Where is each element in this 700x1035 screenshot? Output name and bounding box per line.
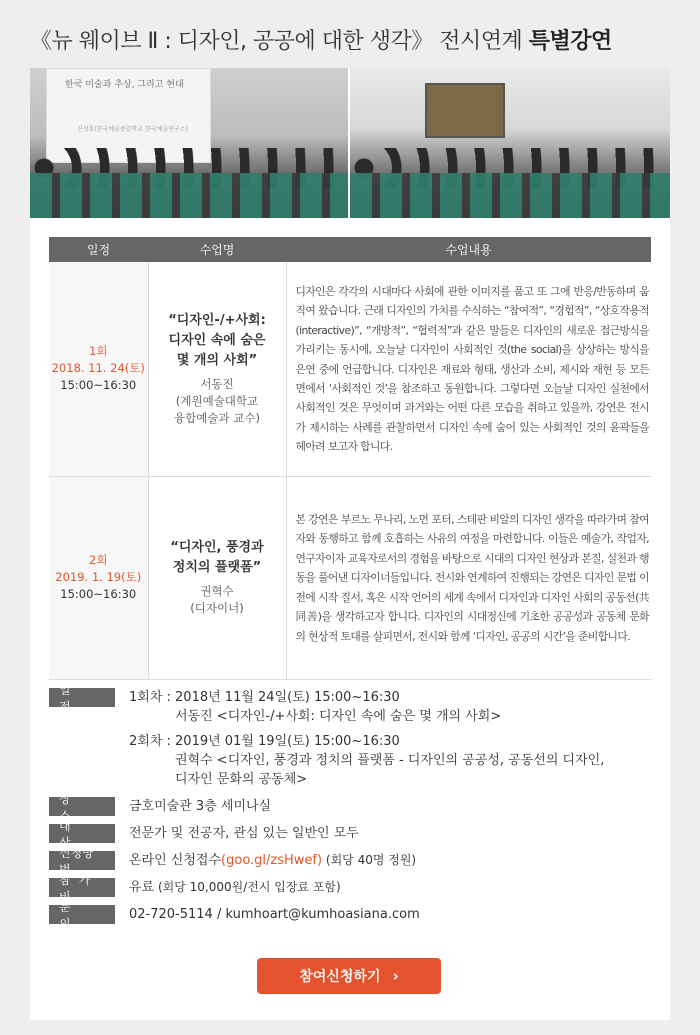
- info-fee: [49, 872, 651, 904]
- header-content: 수업내용: [286, 237, 651, 262]
- schedule-line-1: 1회차 : 2018년 11월 24일(토) 15:00~16:30: [129, 690, 400, 705]
- session-time: 15:00~16:30: [60, 378, 137, 393]
- lecturer-affiliation: (계원예술대학교 융합예술과 교수): [174, 393, 260, 425]
- fee-label: [49, 872, 115, 904]
- info-target: [49, 818, 651, 850]
- label-text: 일정: [59, 682, 93, 714]
- chevron-right-icon: ›: [392, 967, 399, 985]
- info-schedule: [49, 682, 651, 789]
- label-text: 대상: [59, 818, 93, 850]
- fee-value: [129, 878, 341, 897]
- course-cell: [148, 262, 286, 476]
- lecture-photo-2: [350, 68, 670, 218]
- course-description: 본 강연은 부르노 무나리, 노먼 포터, 스테판 비알의 디자인 생각을 따라가며 참여자와 동행하고 함께 호흡하는 사유의 여정을 마련합니다. 이들은 예술가, 작업자, 연구자이자 교육자로서의 경험을 바탕으로 시대의 디자인 현상과 본질, 실천과 행동을 풀어낸 디자이너들입니다. 전시와 연계하여 진행되는 강연은 디자인 문법 이전에 시작 질서, 혹은 시작 언어의 세계 속에서 디자인과 디자인 사회의 공동선(共同善)을 생각하고자 합니다. 디자인의 시대정신에 기초한 공공성과 공동체 문화의 현상적 토대를 살피면서, 전시와 함께 ‘디자인, 공공의 시간’을 준비합니다.: [286, 476, 651, 679]
- info-contact: [49, 899, 651, 931]
- schedule-line-2c: 디자인 문화의 공동체>: [175, 772, 308, 787]
- label-text: 신청방법: [59, 845, 94, 877]
- lecturer-name: 서동진: [200, 376, 234, 391]
- apply-label: [49, 845, 115, 877]
- course-title: “디자인-/+사회: 디자인 속에 숨은 몇 개의 사회”: [168, 312, 266, 368]
- title-bold: 특별강연: [528, 29, 612, 54]
- session-number: 1회: [89, 344, 108, 359]
- slide-subtitle: 신정훈(한국예술종합학교 한국예술연구소): [77, 126, 188, 133]
- apply-prefix: 온라인 신청접수: [129, 853, 222, 868]
- session-date-cell: [49, 476, 148, 679]
- target-value: 전문가 및 전공자, 관심 있는 일반인 모두: [129, 826, 359, 841]
- schedule-line-2: 2회차 : 2019년 01월 19일(토) 15:00~16:30: [129, 734, 400, 749]
- apply-button-label: 참여신청하기: [299, 969, 381, 985]
- session-time: 15:00~16:30: [60, 587, 137, 601]
- photo-strip: [30, 68, 670, 218]
- lecturer-affiliation: (디자이너): [190, 601, 244, 615]
- place-value: 금호미술관 3층 세미나실: [129, 799, 272, 814]
- schedule-value: [129, 688, 604, 789]
- title-main: 《뉴 웨이브 Ⅱ : 디자인, 공공에 대한 생각》 전시연계: [30, 29, 523, 54]
- fee-main: 유료: [129, 880, 155, 895]
- session-number: 2회: [89, 553, 108, 567]
- page-title: [0, 0, 700, 68]
- place-label: [49, 791, 115, 823]
- chairs: [30, 173, 348, 218]
- info-place: [49, 791, 651, 823]
- event-card: [30, 68, 670, 1020]
- header-course: 수업명: [148, 237, 286, 262]
- label-text: 장소: [59, 791, 93, 823]
- session-date: 2019. 1. 19(토): [55, 570, 142, 584]
- lecture-photo-1: [30, 68, 348, 218]
- apply-button[interactable]: [257, 958, 441, 994]
- apply-suffix: (회당 40명 정원): [322, 853, 417, 867]
- contact-label: [49, 899, 115, 931]
- course-description: 디자인은 각각의 시대마다 사회에 관한 이미지를 품고 또 그에 반응/반동하며 움직여 왔습니다. 근래 디자인의 가치를 수식하는 “참여적”, “경험적”, “상호작용적(interactive)”, “개방적”, “협력적”과 같은 말들은 디자인의 새로운 접근방식을 가리키는 동시에, 오늘날 디자인이 사회적인 것(the social)을 상상하는 방식을 은연 중에 언급합니다. 디자인은 재료와 형태, 생산과 소비, 제시와 재현 등 모든 면에서 ‘사회적인 것’을 참조하고 동원합니다. 그렇다면 오늘날 디자인 실천에서 사회적인 것은 무엇이며 과거와는 어떤 다른 모습을 취하고 있을까, 강연은 전시가 제시하는 사례를 관찰하면서 디자인 속에 숨어 있는 사회적인 것의 윤곽들을 헤아려 보고자 합니다.: [286, 262, 651, 476]
- schedule-table: [49, 237, 651, 680]
- course-cell: [148, 476, 286, 679]
- label-text: 참가비: [59, 872, 99, 904]
- slide-title: 한국 미술과 추상, 그리고 현대: [65, 80, 184, 90]
- schedule-line-2b: 권혁수 <디자인, 풍경과 정치의 플랫폼 - 디자인의 공공성, 공동선의 디자인,: [175, 753, 605, 768]
- projection-screen-2: [425, 83, 505, 138]
- label-text: 문의: [59, 899, 93, 931]
- schedule-label: [49, 682, 115, 714]
- session-date-cell: [49, 262, 148, 476]
- table-row: [49, 476, 651, 679]
- schedule-line-1b: 서동진 <디자인-/+사회: 디자인 속에 숨은 몇 개의 사회>: [175, 709, 502, 724]
- target-label: [49, 818, 115, 850]
- event-info: [49, 682, 651, 932]
- header-date: 일정: [49, 237, 148, 262]
- session-date: 2018. 11. 24(토): [51, 361, 145, 376]
- fee-note: (회당 10,000원/전시 입장료 포함): [154, 880, 341, 894]
- lecturer-name: 권혁수: [200, 584, 234, 598]
- apply-link[interactable]: (goo.gl/zsHwef): [221, 853, 323, 868]
- apply-value: [129, 851, 416, 870]
- chairs-2: [350, 173, 670, 218]
- table-header: [49, 237, 651, 262]
- contact-value: 02-720-5114 / kumhoart@kumhoasiana.com: [129, 907, 420, 922]
- table-row: [49, 262, 651, 476]
- course-title: “디자인, 풍경과 정치의 플랫폼”: [170, 540, 264, 575]
- info-apply: [49, 845, 651, 877]
